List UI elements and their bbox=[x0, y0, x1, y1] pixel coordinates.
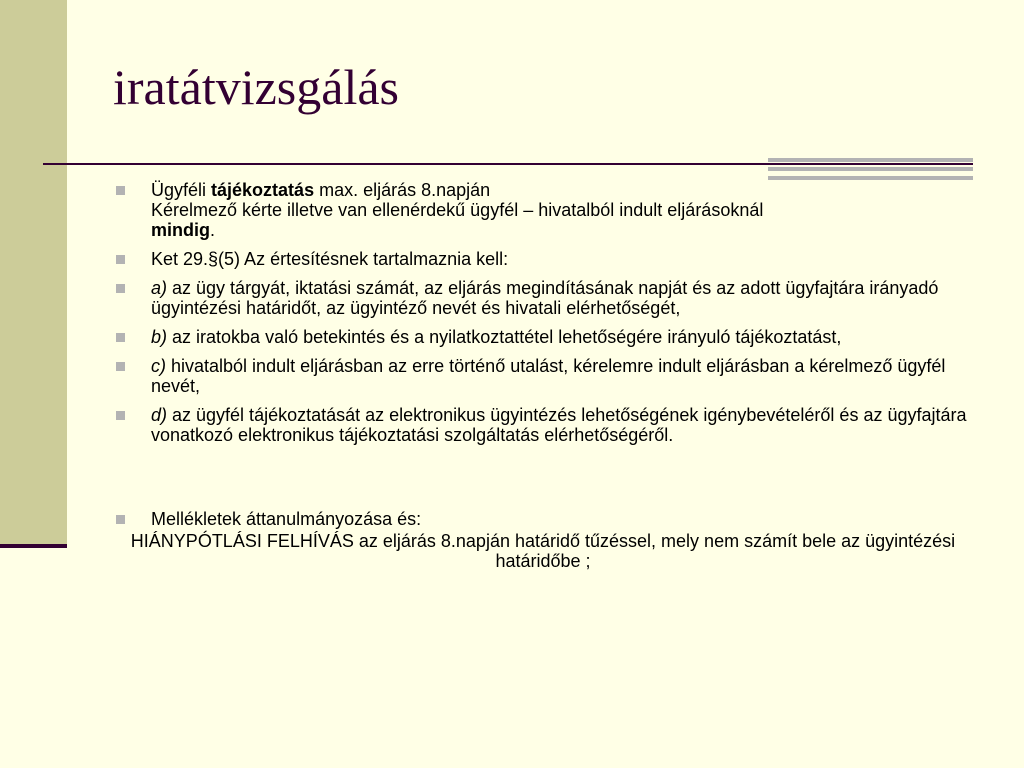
slide-body bbox=[113, 180, 973, 571]
bullet-text: c) hivatalból indult eljárásban az erre történő utalást, kérelemre indult eljárásban a kérelmező ügyfél nevét, bbox=[151, 356, 946, 396]
bullet-text: Mellékletek áttanulmányozása és: bbox=[151, 509, 422, 529]
left-decorative-band bbox=[0, 0, 67, 545]
bullet-item-a bbox=[113, 278, 973, 318]
square-bullet-icon bbox=[116, 362, 125, 371]
spacer bbox=[113, 454, 973, 509]
square-bullet-icon bbox=[116, 515, 125, 524]
bullet-text: Ügyféli tájékoztatás max. eljárás 8.napján Kérelmező kérte illetve van ellenérdekű ügyfél – hivatalból indult eljárásoknál mindig. bbox=[151, 180, 764, 240]
left-band-underline bbox=[0, 544, 67, 548]
bullet-item-mellekletek bbox=[113, 509, 973, 529]
bullet-text: Ket 29.§(5) Az értesítésnek tartalmaznia kell: bbox=[151, 249, 509, 269]
bullet-text: a) az ügy tárgyát, iktatási számát, az eljárás megindításának napját és az adott ügyfajtára irányadó ügyintézési határidőt, az ügyintéző nevét és hivatali elérhetőségét, bbox=[151, 278, 939, 318]
stripe-1 bbox=[768, 158, 973, 162]
bullet-text: d) az ügyfél tájékoztatását az elektronikus ügyintézés lehetőségének igénybevételéről és az ügyfajtára vonatkozó elektronikus tájékoztatási szolgáltatás elérhetőségéről. bbox=[151, 405, 967, 445]
slide-title: iratátvizsgálás bbox=[113, 59, 399, 115]
square-bullet-icon bbox=[116, 333, 125, 342]
decorative-stripes bbox=[768, 158, 973, 180]
hianypotlas-note: HIÁNYPÓTLÁSI FELHÍVÁS az eljárás 8.napján határidő tűzéssel, mely nem számít bele az ügyintézési határidőbe ; bbox=[130, 531, 956, 571]
square-bullet-icon bbox=[116, 411, 125, 420]
square-bullet-icon bbox=[116, 284, 125, 293]
bullet-item-tajekoztatas bbox=[113, 180, 973, 240]
bullet-item-d bbox=[113, 405, 973, 445]
square-bullet-icon bbox=[116, 186, 125, 195]
bullet-item-c bbox=[113, 356, 973, 396]
stripe-2 bbox=[768, 167, 973, 171]
bullet-item-b bbox=[113, 327, 973, 347]
square-bullet-icon bbox=[116, 255, 125, 264]
bullet-item-ket bbox=[113, 249, 973, 269]
bullet-text: b) az iratokba való betekintés és a nyilatkoztattétel lehetőségére irányuló tájékoztatást, bbox=[151, 327, 842, 347]
